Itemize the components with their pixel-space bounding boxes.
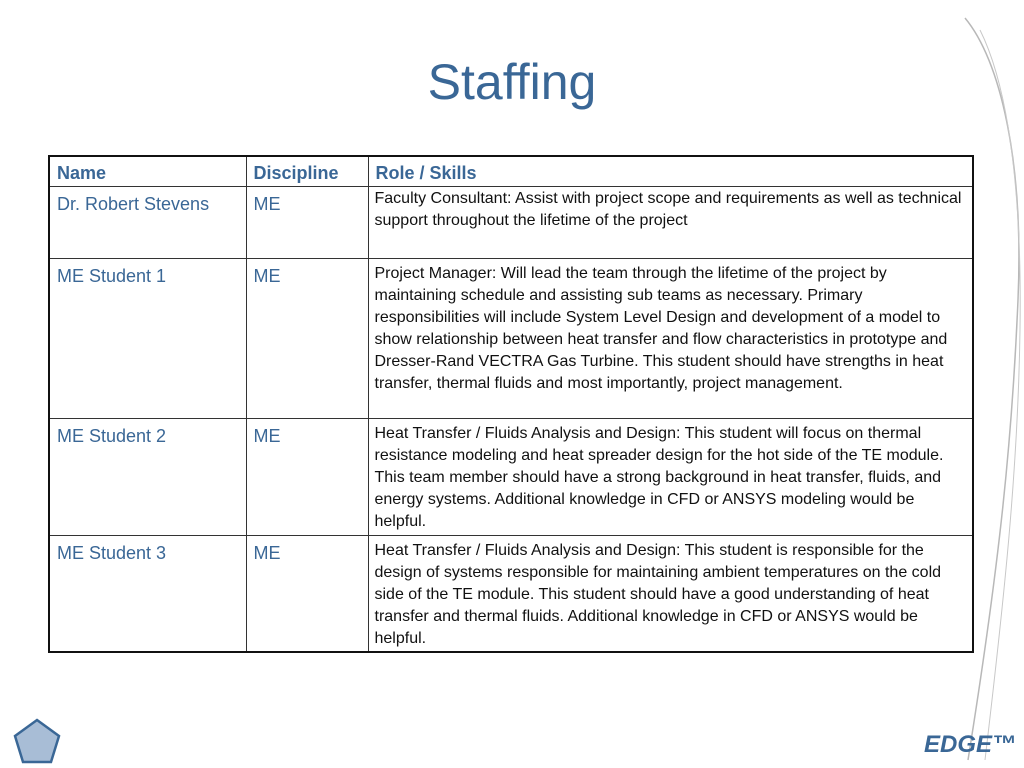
discipline-cell: ME (246, 535, 368, 652)
name-cell: ME Student 1 (49, 258, 246, 418)
role-cell: Heat Transfer / Fluids Analysis and Design: This student will focus on thermal resistance modeling and heat spreader design for the hot side of the TE module. This team member should have a strong background in heat transfer, fluids, and energy systems. Additional knowledge in CFD or ANSYS modeling would be helpful. (368, 418, 973, 535)
table-row (49, 186, 973, 258)
slide-title: Staffing (427, 54, 597, 110)
name-cell: Dr. Robert Stevens (49, 186, 246, 258)
role-cell: Faculty Consultant: Assist with project scope and requirements as well as technical support throughout the lifetime of the project (368, 186, 973, 258)
header-role-skills: Role / Skills (368, 156, 973, 186)
role-cell: Project Manager: Will lead the team through the lifetime of the project by maintaining schedule and assisting sub teams as necessary. Primary responsibilities will include System Level Design and development of a model to show relationship between heat transfer and flow characteristics in prototype and Dresser-Rand VECTRA Gas Turbine. This student should have strengths in heat transfer, thermal fluids and most importantly, project management. (368, 258, 973, 418)
table-row (49, 535, 973, 652)
table-row (49, 258, 973, 418)
header-discipline: Discipline (246, 156, 368, 186)
pentagon-icon (12, 717, 62, 765)
name-cell: ME Student 2 (49, 418, 246, 535)
name-cell: ME Student 3 (49, 535, 246, 652)
header-name: Name (49, 156, 246, 186)
footer-brand: EDGE™ (923, 731, 1016, 758)
table-header-row (49, 156, 973, 186)
discipline-cell: ME (246, 418, 368, 535)
discipline-cell: ME (246, 258, 368, 418)
discipline-cell: ME (246, 186, 368, 258)
role-cell: Heat Transfer / Fluids Analysis and Design: This student is responsible for the design of systems responsible for maintaining ambient temperatures on the cold side of the TE module. This student should have a good understanding of heat transfer and thermal fluids. Additional knowledge in CFD or ANSYS would be helpful. (368, 535, 973, 652)
table-row (49, 418, 973, 535)
staffing-table (48, 155, 974, 653)
